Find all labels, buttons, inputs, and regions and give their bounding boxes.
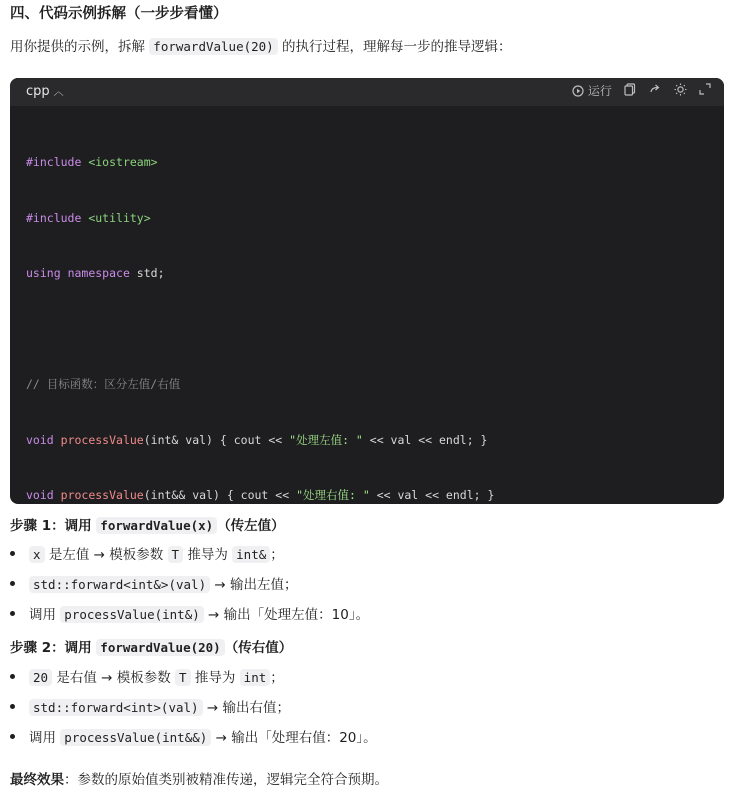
list-item: 调用 processValue(int&&) → 输出「处理右值：20」。: [10, 728, 377, 748]
run-button[interactable]: [572, 83, 612, 99]
list-item: x 是左值 → 模板参数 T 推导为 int& ；: [10, 545, 284, 565]
code-line: #include <utility>: [26, 210, 151, 225]
list-item: std::forward<int&>(val) → 输出左值；: [10, 575, 298, 595]
list-item: std::forward<int>(val) → 输出右值；: [10, 698, 290, 718]
bullet-icon: [10, 674, 15, 679]
share-button[interactable]: [650, 83, 662, 99]
final-summary: [10, 770, 388, 790]
bullet-icon: [10, 734, 15, 739]
expand-button[interactable]: [699, 83, 711, 99]
code-line: using namespace std;: [26, 266, 165, 280]
list-item: 调用 processValue(int&) → 输出「处理左值：10」。: [10, 605, 369, 625]
bullet-icon: [10, 611, 15, 616]
chevron-up-icon: ︿: [53, 87, 64, 98]
expand-icon: [699, 83, 711, 95]
section-heading: 四、代码示例拆解（一步步看懂）: [10, 6, 228, 22]
final-label: 最终效果: [10, 772, 64, 788]
code-line: void processValue(int& val) { cout << "处理左值: " << val << endl; }: [26, 432, 488, 447]
intro-inline-code: forwardValue(20): [149, 38, 277, 55]
theme-toggle-button[interactable]: [674, 83, 687, 100]
code-line: [26, 320, 494, 339]
step2-heading: 步骤 2：调用 forwardValue(20) （传右值）: [10, 640, 293, 656]
run-label: 运行: [587, 84, 612, 98]
code-block-toolbar: [10, 78, 724, 106]
code-line: // 目标函数：区分左值/右值: [26, 377, 181, 391]
step1-inline-code: forwardValue(x): [96, 517, 217, 534]
code-line: #include <iostream>: [26, 155, 158, 169]
play-circle-icon: [572, 85, 584, 97]
language-label: cpp: [26, 84, 50, 99]
step2-inline-code: forwardValue(20): [96, 639, 224, 656]
bullet-icon: [10, 551, 15, 556]
share-arrow-icon: [650, 83, 662, 95]
copy-button[interactable]: [624, 83, 636, 100]
code-line: void processValue(int&& val) { cout << "处理右值: " << val << endl; }: [26, 488, 495, 502]
intro-paragraph: [10, 37, 512, 57]
code-content: [26, 116, 494, 504]
sun-icon: [674, 83, 687, 96]
code-block: [10, 78, 724, 504]
bullet-icon: [10, 581, 15, 586]
copy-icon: [624, 83, 636, 96]
list-item: 20 是右值 → 模板参数 T 推导为 int ；: [10, 668, 284, 688]
final-text: ：参数的原始值类别被精准传递，逻辑完全符合预期。: [64, 772, 388, 788]
intro-prefix: 用你提供的示例，拆解: [10, 39, 150, 55]
intro-suffix: 的执行过程，理解每一步的推导逻辑：: [277, 39, 512, 55]
bullet-icon: [10, 704, 15, 709]
step1-heading: 步骤 1：调用 forwardValue(x) （传左值）: [10, 518, 285, 534]
language-selector[interactable]: [26, 84, 64, 101]
